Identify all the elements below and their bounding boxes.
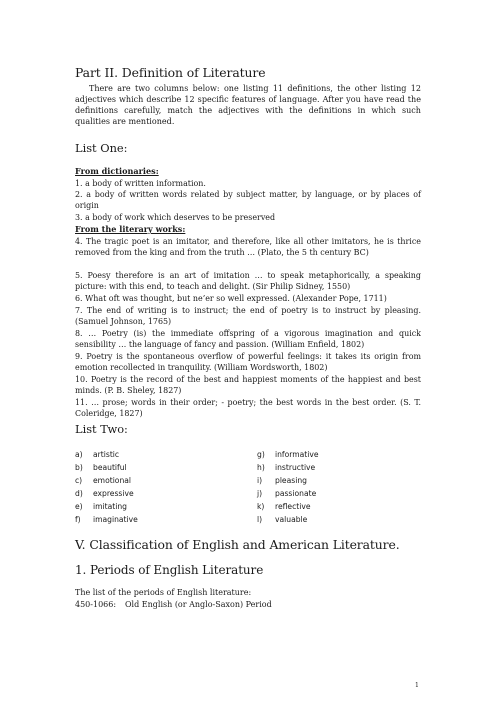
list-two-heading: List Two:: [75, 422, 128, 436]
list-item: 2. a body of written words related by subject matter, by language, or by places of origin: [75, 190, 421, 211]
adjective-item: j) passionate: [257, 489, 317, 498]
adjective-item: l) valuable: [257, 515, 308, 524]
adjective-item: a) artistic: [75, 450, 120, 459]
list-item: 11. … prose; words in their order; - poetry; the best words in the best order. (S. T. Coleridge, 1827): [75, 398, 421, 419]
literary-works-label: From the literary works:: [75, 224, 186, 234]
dictionaries-label: From dictionaries:: [75, 166, 159, 176]
section5-heading: V. Classification of English and American Literature.: [75, 537, 400, 552]
list-item: 3. a body of work which deserves to be preserved: [75, 213, 276, 222]
list-one-heading: List One:: [75, 141, 128, 155]
period-row: 450-1066: Old English (or Anglo-Saxon) Period: [75, 600, 272, 609]
adjective-item: c) emotional: [75, 476, 132, 485]
list-item: 4. The tragic poet is an imitator, and therefore, like all other imitators, he is thrice removed from the king and from the truth … (Plato, the 5 th century BC): [75, 237, 421, 258]
adjective-item: b) beautiful: [75, 463, 127, 472]
list-item: 5. Poesy therefore is an art of imitation … to speak metaphorically, a speaking picture: with this end, to teach and delight. (Sir Philip Sidney, 1550): [75, 271, 421, 292]
adjective-item: h) instructive: [257, 463, 316, 472]
page-number: 1: [415, 682, 419, 689]
list-item: 1. a body of written information.: [75, 179, 206, 188]
list-item: 6. What oft was thought, but ne’er so well expressed. (Alexander Pope, 1711): [75, 294, 387, 303]
adjective-item: d) expressive: [75, 489, 134, 498]
part2-intro: There are two columns below: one listing 11 definitions, the other listing 12 adjectives which describe 12 specific features of language. After you have read the definitions carefully, match the adjectives with the definitions in which such qualities are mentioned.: [75, 84, 421, 126]
list-item: 10. Poetry is the record of the best and happiest moments of the happiest and best minds. (P. B. Sheley, 1827): [75, 375, 421, 396]
list-item: 8. … Poetry (is) the immediate offspring of a vigorous imagination and quick sensibility … the language of fancy and passion. (William Enfield, 1802): [75, 329, 421, 350]
adjective-item: e) imitating: [75, 502, 127, 511]
list-item: 9. Poetry is the spontaneous overflow of powerful feelings: it takes its origin from emotion recollected in tranquility. (William Wordsworth, 1802): [75, 352, 421, 373]
list-item: 7. The end of writing is to instruct; the end of poetry is to instruct by pleasing. (Samuel Johnson, 1765): [75, 306, 421, 327]
adjective-item: g) informative: [257, 450, 319, 459]
periods-list-intro: The list of the periods of English literature:: [75, 588, 252, 597]
periods-subheading: 1. Periods of English Literature: [75, 563, 264, 577]
adjective-item: k) reflective: [257, 502, 311, 511]
adjective-item: i) pleasing: [257, 476, 307, 485]
part2-heading: Part II. Definition of Literature: [75, 65, 266, 80]
adjective-item: f) imaginative: [75, 515, 138, 524]
